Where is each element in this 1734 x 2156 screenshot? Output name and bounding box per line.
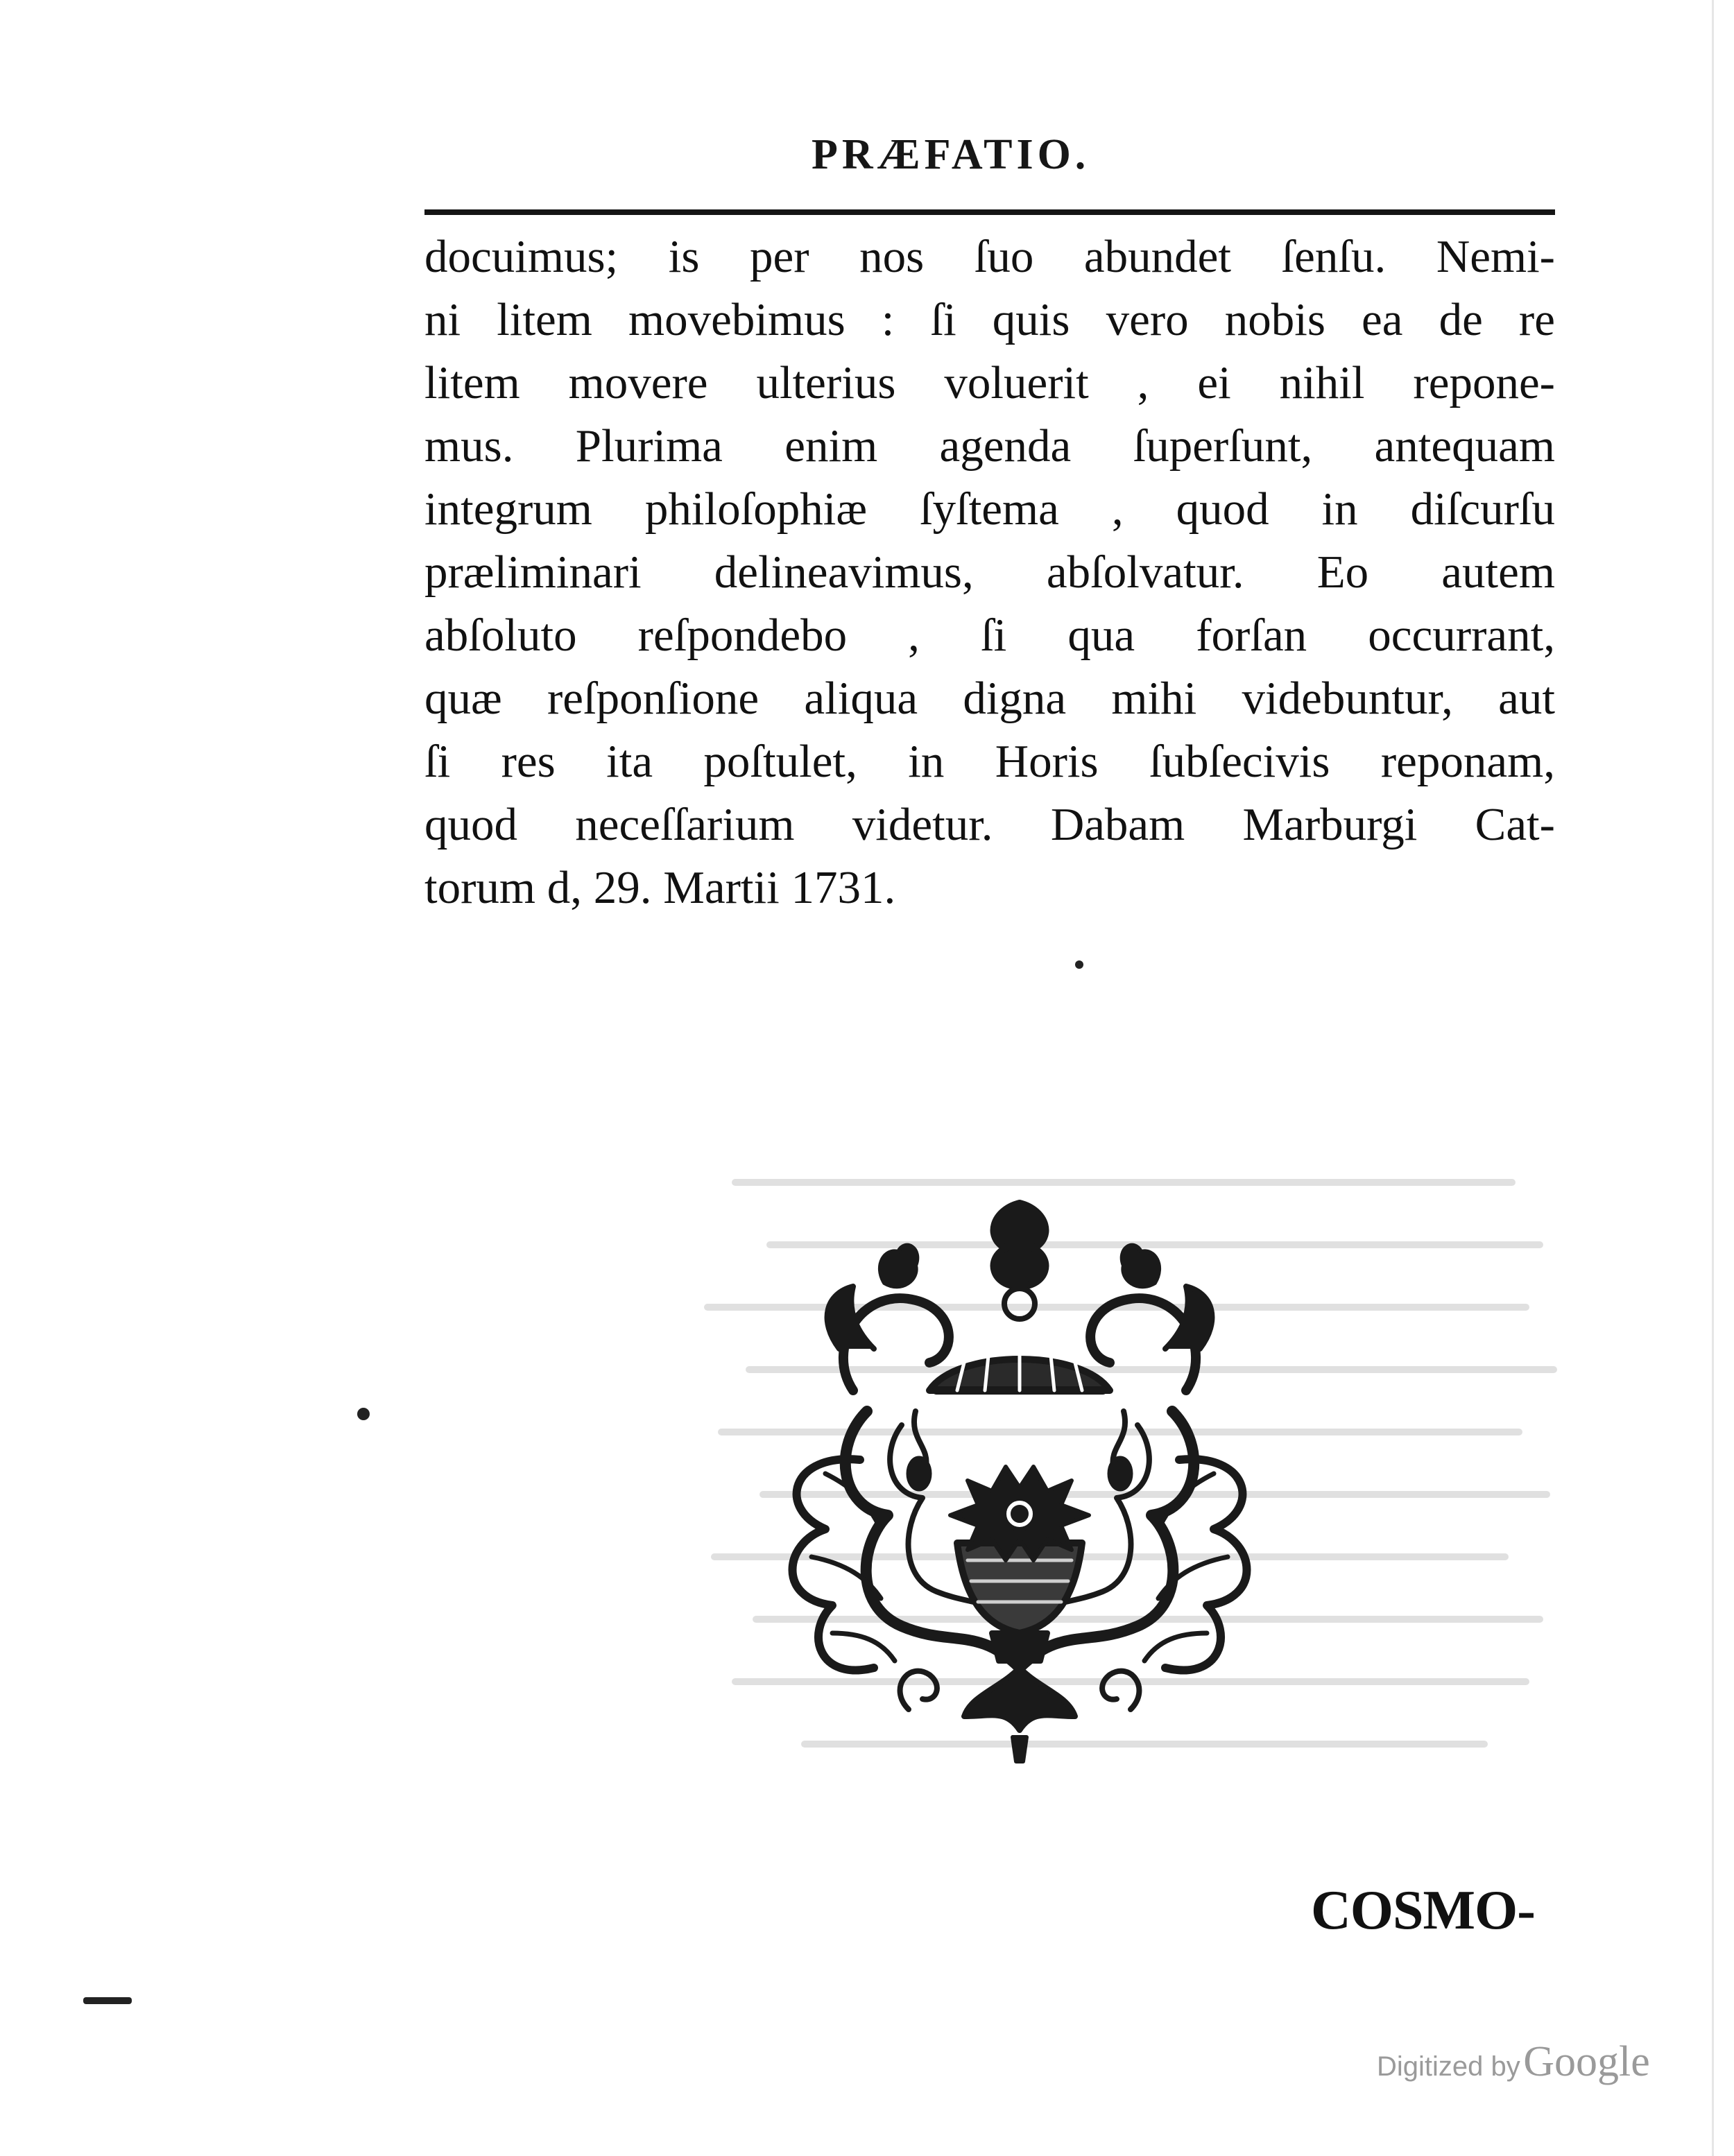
catchword: COSMO-	[1311, 1880, 1535, 1941]
text-line: integrum philoſophiæ ſyſtema , quod in diſcurſu	[424, 483, 1555, 535]
text-line: mus. Plurima enim agenda ſuperſunt, antequam	[424, 420, 1555, 472]
text-line-final: torum d, 29. Martii 1731.	[424, 862, 896, 913]
text-line: ſi res ita poſtulet, in Horis ſubſecivis reponam,	[424, 736, 1555, 787]
scan-speck	[83, 1997, 132, 2004]
text-line: ni litem movebimus : ſi quis vero nobis ea de re	[424, 294, 1555, 345]
text-line: quæ reſponſione aliqua digna mihi videbuntur, aut	[424, 673, 1555, 724]
text-line: quod neceſſarium videtur. Dabam Marburgi Cat-	[424, 799, 1555, 850]
digitized-watermark	[1377, 2037, 1650, 2087]
watermark-brand: Google	[1523, 2038, 1650, 2085]
scan-speck	[357, 1408, 370, 1420]
text-line: abſoluto reſpondebo , ſi qua forſan occurrant,	[424, 610, 1555, 661]
floral-vignette-icon	[749, 1182, 1290, 1779]
watermark-label: Digitized by	[1377, 2051, 1520, 2082]
scan-edge	[1712, 0, 1714, 2156]
text-line: præliminari delineavimus, abſolvatur. Eo autem	[424, 546, 1555, 598]
header-rule	[424, 209, 1555, 215]
text-line: litem movere ulterius voluerit , ei nihil repone-	[424, 357, 1555, 408]
body-paragraph	[424, 225, 1555, 920]
text-line: docuimus; is per nos ſuo abundet ſenſu. Nemi-	[424, 231, 1555, 282]
scan-speck	[1075, 960, 1083, 969]
running-title: PRÆFATIO.	[812, 131, 1090, 178]
